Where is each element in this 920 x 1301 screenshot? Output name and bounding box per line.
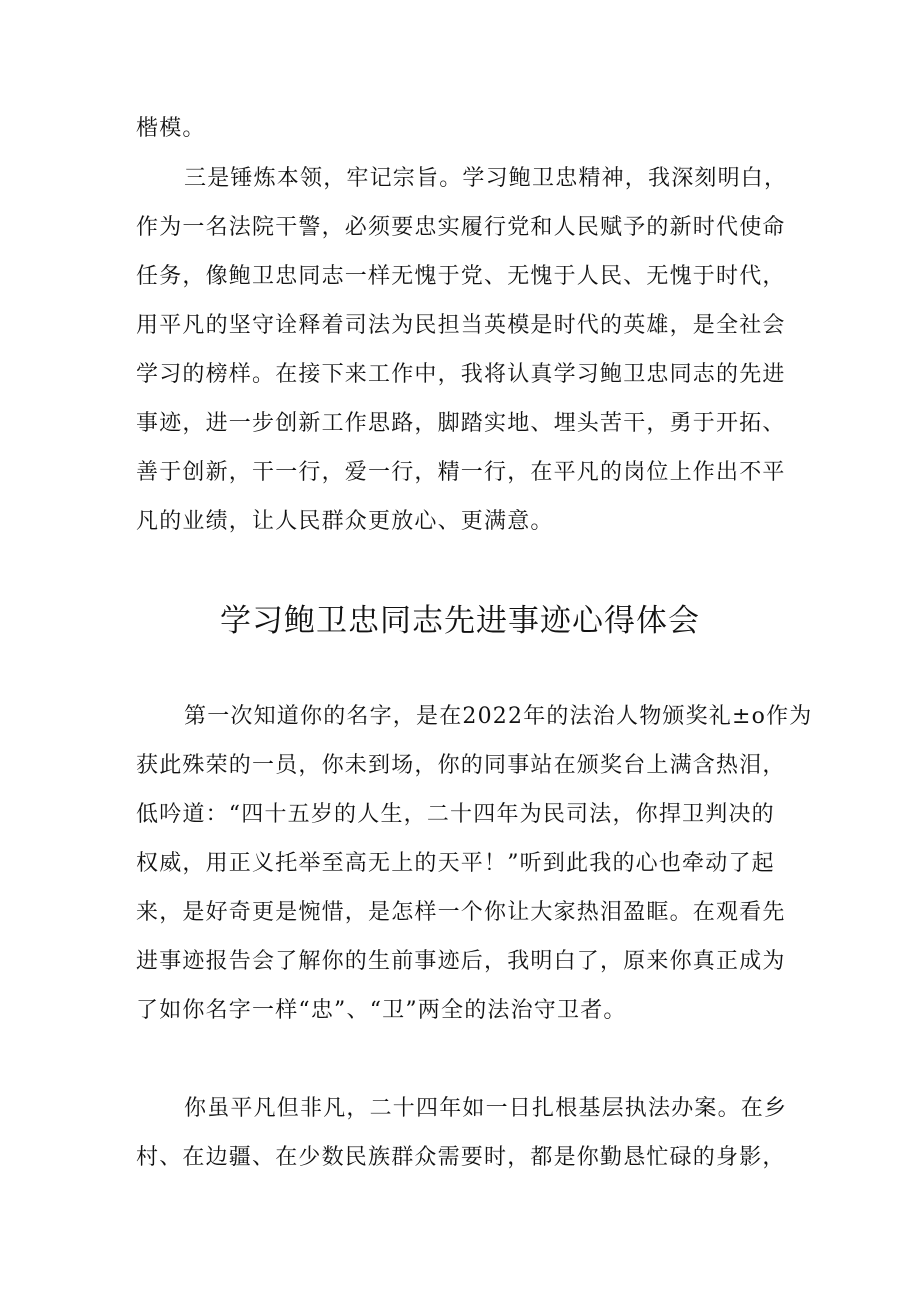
text-line: 进事迹报告会了解你的生前事迹后，我明白了，原来你真正成为 xyxy=(136,949,786,974)
text-line: 村、在边疆、在少数民族群众需要时，都是你勤恳忙碌的身影， xyxy=(136,1145,786,1170)
text-line: 学习的榜样。在接下来工作中，我将认真学习鲍卫忠同志的先进 xyxy=(136,362,786,387)
text-line: 来，是好奇更是惋惜，是怎样一个你让大家热泪盈眶。在观看先 xyxy=(136,900,786,925)
text-line: 权威，用正义托举至高无上的天平！”听到此我的心也牵动了起 xyxy=(136,851,775,876)
text-line: 你虽平凡但非凡，二十四年如一日扎根基层执法办案。在乡 xyxy=(184,1096,788,1121)
text-line: 获此殊荣的一员，你未到场，你的同事站在颁奖台上满含热泪， xyxy=(136,753,786,778)
text-line: 用平凡的坚守诠释着司法为民担当英模是时代的英雄，是全社会 xyxy=(136,313,786,338)
text-line: 善于创新，干一行，爱一行，精一行，在平凡的岗位上作出不平 xyxy=(136,460,786,485)
text-line: 低吟道：“四十五岁的人生，二十四年为民司法，你捍卫判决的 xyxy=(136,802,775,827)
article-title: 学习鲍卫忠同志先进事迹心得体会 xyxy=(220,603,700,639)
text-line: 事迹，进一步创新工作思路，脚踏实地、埋头苦干，勇于开拓、 xyxy=(136,411,786,436)
text-line: 作为一名法院干警，必须要忠实履行党和人民赋予的新时代使命 xyxy=(136,215,786,240)
text-line: 楷模。 xyxy=(136,116,206,141)
text-line: 任务，像鲍卫忠同志一样无愧于党、无愧于人民、无愧于时代， xyxy=(136,264,786,289)
text-line: 凡的业绩，让人民群众更放心、更满意。 xyxy=(136,509,554,534)
text-line: 了如你名字一样“忠”、“卫”两全的法治守卫者。 xyxy=(136,998,627,1023)
text-line: 第一次知道你的名字，是在2022年的法治人物颁奖礼±o作为 xyxy=(184,704,813,729)
text-line: 三是锤炼本领，牢记宗旨。学习鲍卫忠精神，我深刻明白， xyxy=(184,166,788,191)
